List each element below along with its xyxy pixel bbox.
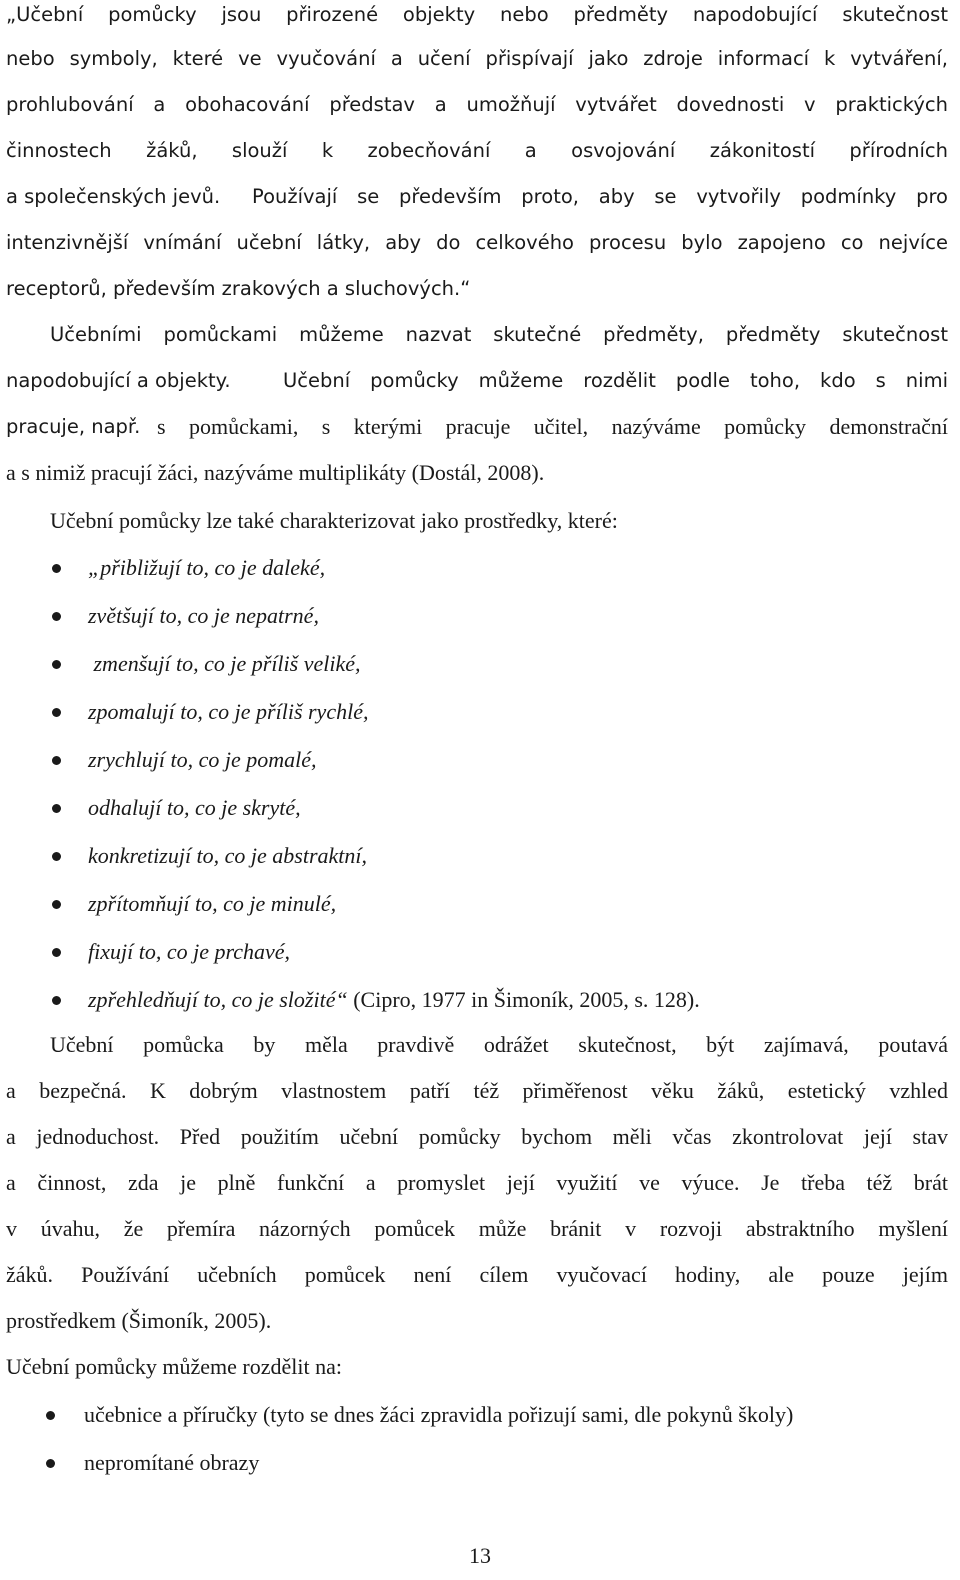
citation: (Cipro, 1977 in Šimoník, 2005, s. 128). <box>347 987 700 1012</box>
paragraph-line: Učební pomůcka by měla pravdivě odrážet skutečnost, být zajímavá, poutavá <box>50 1032 948 1057</box>
list-item: zmenšují to, co je příliš veliké, <box>88 651 361 676</box>
paragraph-line: Učební pomůcky můžeme rozdělit podle toho, kdo s nimi <box>283 369 948 392</box>
division-intro: Učební pomůcky můžeme rozdělit na: <box>6 1354 342 1379</box>
paragraph-line: nebo symboly, které ve vyučování a učení přispívají jako zdroje informací k vytváření, <box>6 47 948 70</box>
paragraph-line: „Učební pomůcky jsou přirozené objekty nebo předměty napodobující skutečnost <box>6 3 948 26</box>
list-item: fixují to, co je prchavé, <box>88 939 291 964</box>
list-item: zvětšují to, co je nepatrné, <box>88 603 319 628</box>
paragraph-line: Učebními pomůckami můžeme nazvat skutečné předměty, předměty skutečnost <box>50 323 948 346</box>
paragraph-line: a společenských jevů. <box>6 185 221 208</box>
bullet-icon <box>52 756 61 765</box>
list-item: zpomalují to, co je příliš rychlé, <box>88 699 369 724</box>
paragraph-line: a jednoduchost. Před použitím učební pomůcky bychom měli včas zkontrolovat její stav <box>6 1124 948 1149</box>
list-item: zrychlují to, co je pomalé, <box>88 747 317 772</box>
bullet-icon <box>46 1459 55 1468</box>
list-item: odhalují to, co je skryté, <box>88 795 301 820</box>
paragraph-line: v úvahu, že přemíra názorných pomůcek může bránit v rozvoji abstraktního myšlení <box>6 1216 948 1241</box>
list-item-with-citation <box>88 985 700 1015</box>
paragraph-line: receptorů, především zrakových a sluchových.“ <box>6 277 471 300</box>
bullet-icon <box>52 948 61 957</box>
bullet-icon <box>52 660 61 669</box>
bullet-icon <box>46 1411 55 1420</box>
list-item: učebnice a příručky (tyto se dnes žáci zpravidla pořizují sami, dle pokynů školy) <box>84 1402 794 1427</box>
list-item: nepromítané obrazy <box>84 1450 260 1475</box>
bullet-icon <box>52 804 61 813</box>
paragraph-line: a bezpečná. K dobrým vlastnostem patří též přiměřenost věku žáků, estetický vzhled <box>6 1078 948 1103</box>
list-item: konkretizují to, co je abstraktní, <box>88 843 368 868</box>
paragraph-line: napodobující a objekty. <box>6 369 231 392</box>
bullet-icon <box>52 564 61 573</box>
paragraph-line: s pomůckami, s kterými pracuje učitel, nazýváme pomůcky demonstrační <box>157 414 948 439</box>
bullet-icon <box>52 900 61 909</box>
list-item: „přibližují to, co je daleké, <box>88 555 326 580</box>
paragraph-line: intenzivnější vnímání učební látky, aby do celkového procesu bylo zapojeno co nejvíce <box>6 231 948 254</box>
bullet-icon <box>52 996 61 1005</box>
bullet-icon <box>52 708 61 717</box>
paragraph-line: prostředkem (Šimoník, 2005). <box>6 1308 272 1333</box>
bullet-icon <box>52 612 61 621</box>
page-number: 13 <box>469 1543 491 1568</box>
paragraph-line: Používají se především proto, aby se vytvořily podmínky pro <box>252 185 948 208</box>
paragraph-line: činnostech žáků, slouží k zobecňování a osvojování zákonitostí přírodních <box>6 139 948 162</box>
bullet-icon <box>52 852 61 861</box>
paragraph-line: pracuje, např. <box>6 415 141 438</box>
paragraph-line: a činnost, zda je plně funkční a promyslet její využití ve výuce. Je třeba též brát <box>6 1170 948 1195</box>
list-item: zpřítomňují to, co je minulé, <box>88 891 337 916</box>
paragraph-line: a s nimiž pracují žáci, nazýváme multiplikáty (Dostál, 2008). <box>6 460 545 485</box>
list-intro: Učební pomůcky lze také charakterizovat jako prostředky, které: <box>50 508 618 533</box>
paragraph-line: žáků. Používání učebních pomůcek není cílem vyučovací hodiny, ale pouze jejím <box>6 1262 948 1287</box>
list-item: zpřehledňují to, co je složité“ <box>88 987 348 1012</box>
paragraph-line: prohlubování a obohacování představ a umožňují vytvářet dovednosti v praktických <box>6 93 948 116</box>
